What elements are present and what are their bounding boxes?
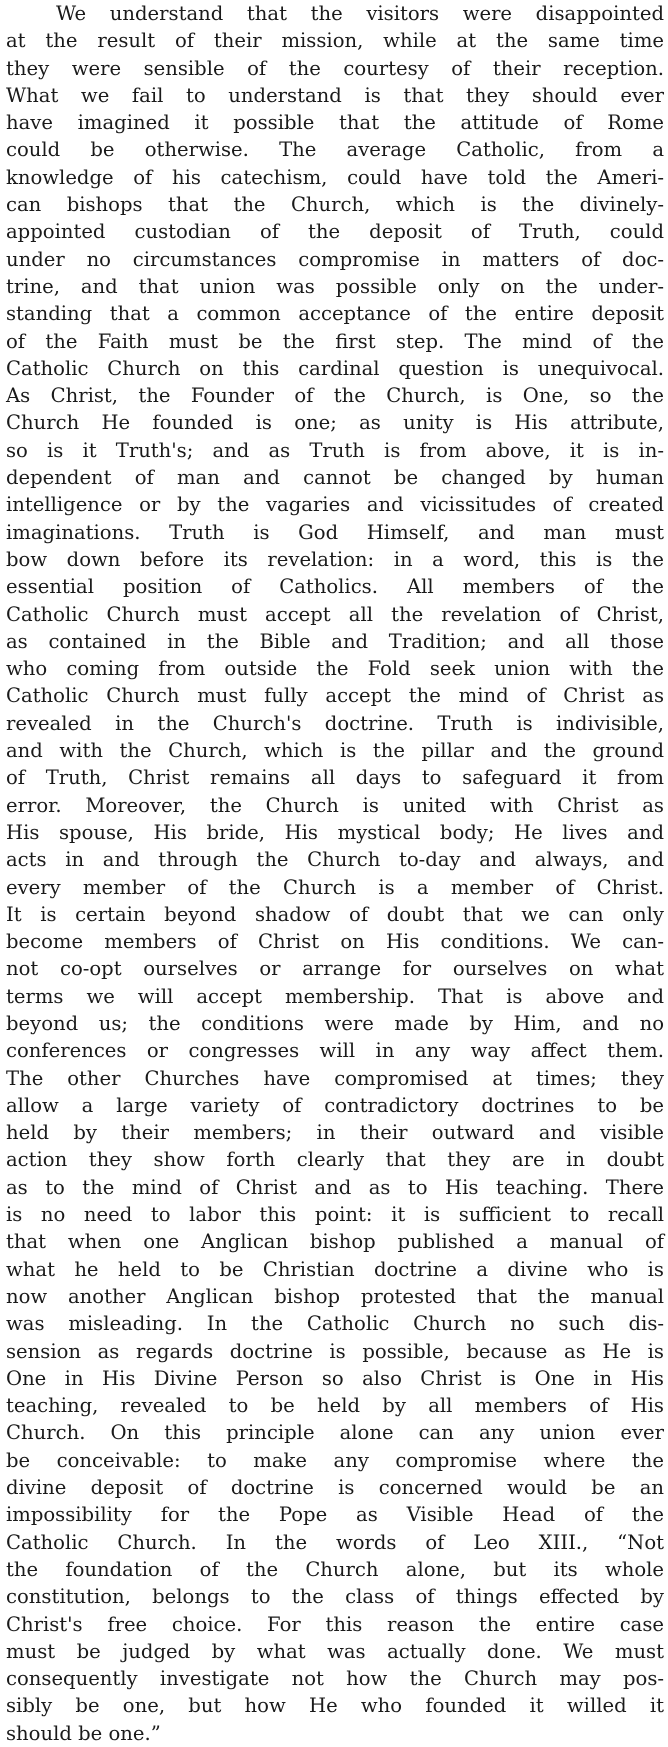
text-line: revealed in the Church's doctrine. Truth is indivisible, xyxy=(6,711,664,735)
text-line: The other Churches have compromised at times; they xyxy=(6,1066,664,1090)
text-line: Church. On this principle alone can any union ever xyxy=(6,1421,664,1445)
text-line: Church He founded is one; as unity is His attribute, xyxy=(6,411,664,435)
text-line: at the result of their mission, while at the same time xyxy=(6,29,664,53)
text-line: so is it Truth's; and as Truth is from above, it is in- xyxy=(6,438,664,462)
document-page xyxy=(6,0,664,1745)
text-line: become members of Christ on His conditions. We can- xyxy=(6,930,664,954)
text-line: As Christ, the Founder of the Church, is One, so the xyxy=(6,384,664,408)
text-line: should be one.” xyxy=(6,1721,161,1745)
text-line: as to the mind of Christ and as to His teaching. There xyxy=(6,1175,664,1199)
text-line: sension as regards doctrine is possible, because as He is xyxy=(6,1339,664,1363)
text-line: as contained in the Bible and Tradition; and all those xyxy=(6,629,664,653)
text-line: constitution, belongs to the class of things effected by xyxy=(6,1585,664,1609)
text-line: Catholic Church on this cardinal question is unequivocal. xyxy=(6,356,664,380)
text-line: action they show forth clearly that they are in doubt xyxy=(6,1148,664,1172)
text-line: It is certain beyond shadow of doubt that we can only xyxy=(6,902,664,926)
text-line: intelligence or by the vagaries and vicissitudes of created xyxy=(6,493,664,517)
text-line: be conceivable: to make any compromise where the xyxy=(6,1448,664,1472)
text-line: held by their members; in their outward and visible xyxy=(6,1121,664,1145)
text-line: was misleading. In the Catholic Church no such dis- xyxy=(6,1312,664,1336)
text-line: that when one Anglican bishop published a manual of xyxy=(6,1230,664,1254)
text-line: acts in and through the Church to-day and always, and xyxy=(6,848,664,872)
text-line: impossibility for the Pope as Visible Head of the xyxy=(6,1503,664,1527)
text-line: allow a large variety of contradictory doctrines to be xyxy=(6,1093,664,1117)
text-line: every member of the Church is a member of Christ. xyxy=(6,875,664,899)
text-line: conferences or congresses will in any way affect them. xyxy=(6,1039,664,1063)
text-line: bow down before its revelation: in a word, this is the xyxy=(6,547,664,571)
text-line: the foundation of the Church alone, but its whole xyxy=(6,1557,664,1581)
text-line: His spouse, His bride, His mystical body; He lives and xyxy=(6,820,664,844)
text-line: of the Faith must be the first step. The mind of the xyxy=(6,329,664,353)
article-text xyxy=(6,0,664,1747)
text-line: what he held to be Christian doctrine a divine who is xyxy=(6,1257,664,1281)
text-line: is no need to labor this point: it is sufficient to recall xyxy=(6,1203,664,1227)
text-line: appointed custodian of the deposit of Truth, could xyxy=(6,220,664,244)
text-line: Catholic Church. In the words of Leo XIII., “Not xyxy=(6,1530,664,1554)
text-line: sibly be one, but how He who founded it willed it xyxy=(6,1694,664,1718)
text-line: beyond us; the conditions were made by Him, and no xyxy=(6,1011,664,1035)
text-line: dependent of man and cannot be changed by human xyxy=(6,466,664,490)
text-line: consequently investigate not how the Church may pos- xyxy=(6,1667,664,1691)
text-line: imaginations. Truth is God Himself, and man must xyxy=(6,520,664,544)
text-line: divine deposit of doctrine is concerned would be an xyxy=(6,1476,664,1500)
text-line: under no circumstances compromise in matters of doc- xyxy=(6,247,664,271)
text-line: Christ's free choice. For this reason the entire case xyxy=(6,1612,664,1636)
text-line: error. Moreover, the Church is united with Christ as xyxy=(6,793,664,817)
text-line: can bishops that the Church, which is the divinely- xyxy=(6,193,664,217)
text-line: trine, and that union was possible only on the under- xyxy=(6,274,664,298)
text-line: Catholic Church must accept all the revelation of Christ, xyxy=(6,602,664,626)
text-line: now another Anglican bishop protested that the manual xyxy=(6,1284,664,1308)
text-line: they were sensible of the courtesy of their reception. xyxy=(6,56,664,80)
text-line: Catholic Church must fully accept the mind of Christ as xyxy=(6,684,664,708)
text-line: must be judged by what was actually done. We must xyxy=(6,1639,664,1663)
text-line: What we fail to understand is that they should ever xyxy=(6,83,664,107)
text-line: of Truth, Christ remains all days to safeguard it from xyxy=(6,766,664,790)
text-line: One in His Divine Person so also Christ is One in His xyxy=(6,1366,664,1390)
text-line: standing that a common acceptance of the entire deposit xyxy=(6,302,664,326)
text-line: essential position of Catholics. All members of the xyxy=(6,575,664,599)
text-line: We understand that the visitors were disappointed xyxy=(56,2,664,25)
text-line: and with the Church, which is the pillar and the ground xyxy=(6,739,664,763)
text-line: have imagined it possible that the attitude of Rome xyxy=(6,111,664,135)
text-line: terms we will accept membership. That is above and xyxy=(6,984,664,1008)
text-line: not co-opt ourselves or arrange for ourselves on what xyxy=(6,957,664,981)
text-line: teaching, revealed to be held by all members of His xyxy=(6,1394,664,1418)
text-line: who coming from outside the Fold seek union with the xyxy=(6,657,664,681)
text-line: could be otherwise. The average Catholic, from a xyxy=(6,138,664,162)
text-line: knowledge of his catechism, could have told the Ameri- xyxy=(6,165,664,189)
